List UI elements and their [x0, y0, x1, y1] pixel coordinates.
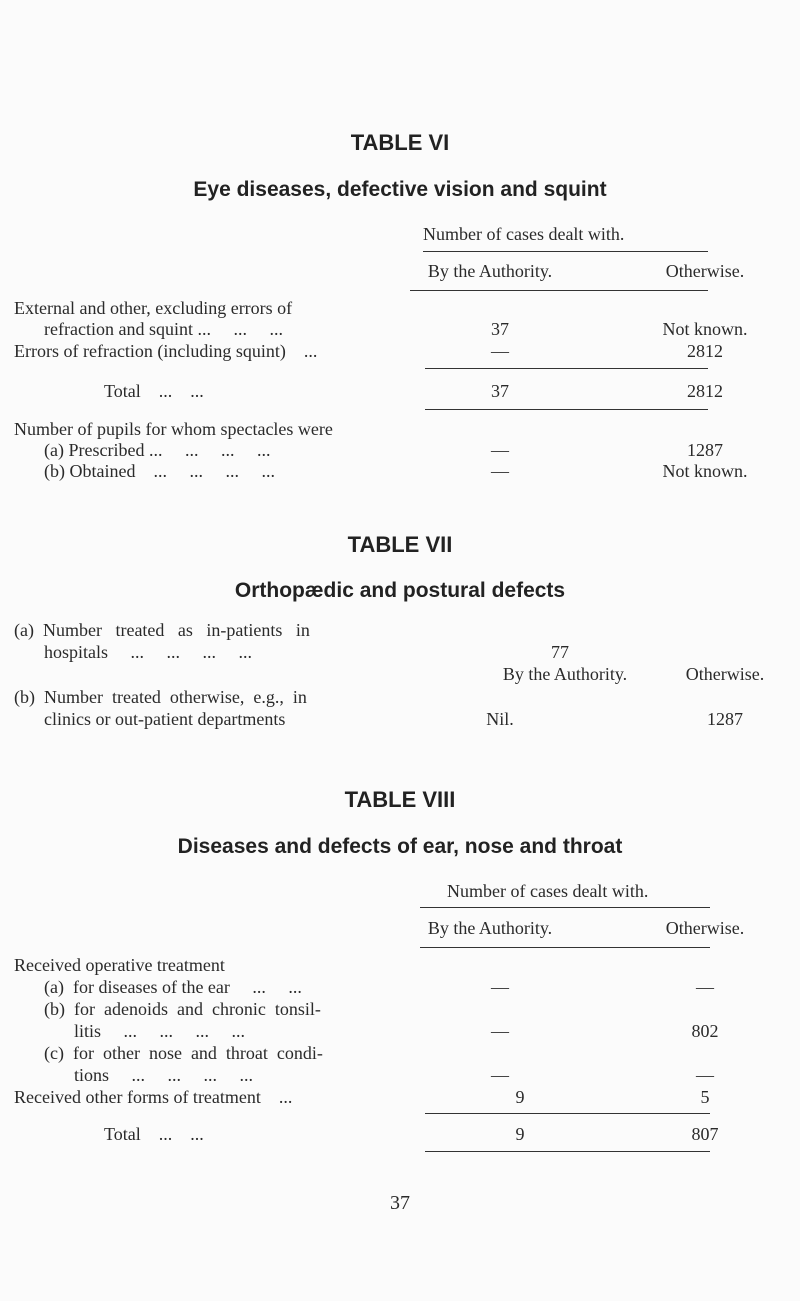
table-vi-prescribed-label: (a) Prescribed ... ... ... ... [44, 440, 271, 460]
table-viii-ear-otherwise: — [696, 977, 714, 997]
table-viii-adenoids-authority: — [491, 1021, 509, 1041]
table-viii-nose-throat-label-1: (c) for other nose and throat condi- [44, 1043, 323, 1063]
table-vi-row2-label: Errors of refraction (including squint) ... [14, 341, 318, 361]
table-viii-other-treatment-otherwise: 5 [700, 1087, 710, 1107]
table-viii-adenoids-otherwise: 802 [691, 1021, 719, 1041]
table-vii-inpatients-label-1: (a) Number treated as in-patients in [14, 620, 310, 640]
table-viii-ear-authority: — [491, 977, 509, 997]
table-viii-total-authority: 9 [515, 1124, 525, 1144]
table-viii-adenoids-label-2: litis ... ... ... ... [74, 1021, 246, 1041]
table-vi-prescribed-authority: — [491, 440, 509, 460]
table-viii-header-group: Number of cases dealt with. [447, 881, 649, 901]
table-vii-inpatients-value: 77 [551, 642, 569, 662]
table-vii-otherwise-otherwise: 1287 [707, 709, 743, 729]
table-vi-header-rule [423, 251, 708, 252]
table-viii-nose-throat-authority: — [491, 1065, 509, 1085]
table-vi-total-otherwise: 2812 [687, 381, 723, 401]
table-viii-other-treatment-authority: 9 [515, 1087, 525, 1107]
table-viii-adenoids-label-1: (b) for adenoids and chronic tonsil- [44, 999, 321, 1019]
table-vii-subtitle: Orthopædic and postural defects [234, 579, 566, 602]
table-vi-row1-authority: 37 [491, 319, 509, 339]
table-vi-row1-label-1: External and other, excluding errors of [14, 298, 293, 318]
table-vi-obtained-otherwise: Not known. [662, 461, 748, 481]
table-viii-title: TABLE VIII [344, 787, 456, 812]
table-viii-col-otherwise: Otherwise. [665, 918, 745, 938]
table-viii-col-authority: By the Authority. [427, 918, 553, 938]
table-vii-otherwise-label-1: (b) Number treated otherwise, e.g., in [14, 687, 307, 707]
table-vi-obtained-authority: — [491, 461, 509, 481]
table-viii-total-otherwise: 807 [691, 1124, 719, 1144]
table-viii-subtitle: Diseases and defects of ear, nose and throat [177, 835, 623, 858]
table-vi-col-otherwise: Otherwise. [665, 261, 745, 281]
table-vi-total-rule-top [425, 368, 708, 369]
table-vi-title: TABLE VI [350, 130, 450, 155]
table-vi-header-group: Number of cases dealt with. [423, 224, 625, 244]
table-viii-header-rule [420, 907, 710, 908]
table-vii-title: TABLE VII [347, 532, 453, 557]
page-number: 37 [390, 1192, 410, 1214]
table-vi-col-rule [410, 290, 708, 291]
table-viii-nose-throat-label-2: tions ... ... ... ... [74, 1065, 254, 1085]
table-vi-total-authority: 37 [491, 381, 509, 401]
table-vii-otherwise-authority: Nil. [486, 709, 514, 729]
table-vi-row2-otherwise: 2812 [687, 341, 723, 361]
table-vi-obtained-label: (b) Obtained ... ... ... ... [44, 461, 275, 481]
table-vii-col-otherwise: Otherwise. [685, 664, 765, 684]
table-vi-total-rule-bottom [425, 409, 708, 410]
table-vi-row2-authority: — [491, 341, 509, 361]
table-vii-inpatients-label-2: hospitals ... ... ... ... [44, 642, 253, 662]
table-vi-total-label: Total ... ... [104, 381, 204, 401]
table-viii-ear-label: (a) for diseases of the ear ... ... [44, 977, 302, 997]
table-viii-col-rule [420, 947, 710, 948]
table-vi-col-authority: By the Authority. [427, 261, 553, 281]
table-vi-row1-label-2: refraction and squint ... ... ... [44, 319, 283, 339]
table-viii-nose-throat-otherwise: — [696, 1065, 714, 1085]
table-vi-row1-otherwise: Not known. [662, 319, 748, 339]
table-viii-total-rule-top [425, 1113, 710, 1114]
table-vii-otherwise-label-2: clinics or out-patient departments [44, 709, 286, 729]
table-viii-total-label: Total ... ... [104, 1124, 204, 1144]
table-viii-total-rule-bottom [425, 1151, 710, 1152]
table-vi-subtitle: Eye diseases, defective vision and squint [193, 178, 607, 201]
table-vi-spectacles-label: Number of pupils for whom spectacles were [14, 419, 333, 439]
table-viii-operative-label: Received operative treatment [14, 955, 225, 975]
table-vii-col-authority: By the Authority. [502, 664, 628, 684]
table-vi-prescribed-otherwise: 1287 [687, 440, 723, 460]
table-viii-other-treatment-label: Received other forms of treatment ... [14, 1087, 293, 1107]
